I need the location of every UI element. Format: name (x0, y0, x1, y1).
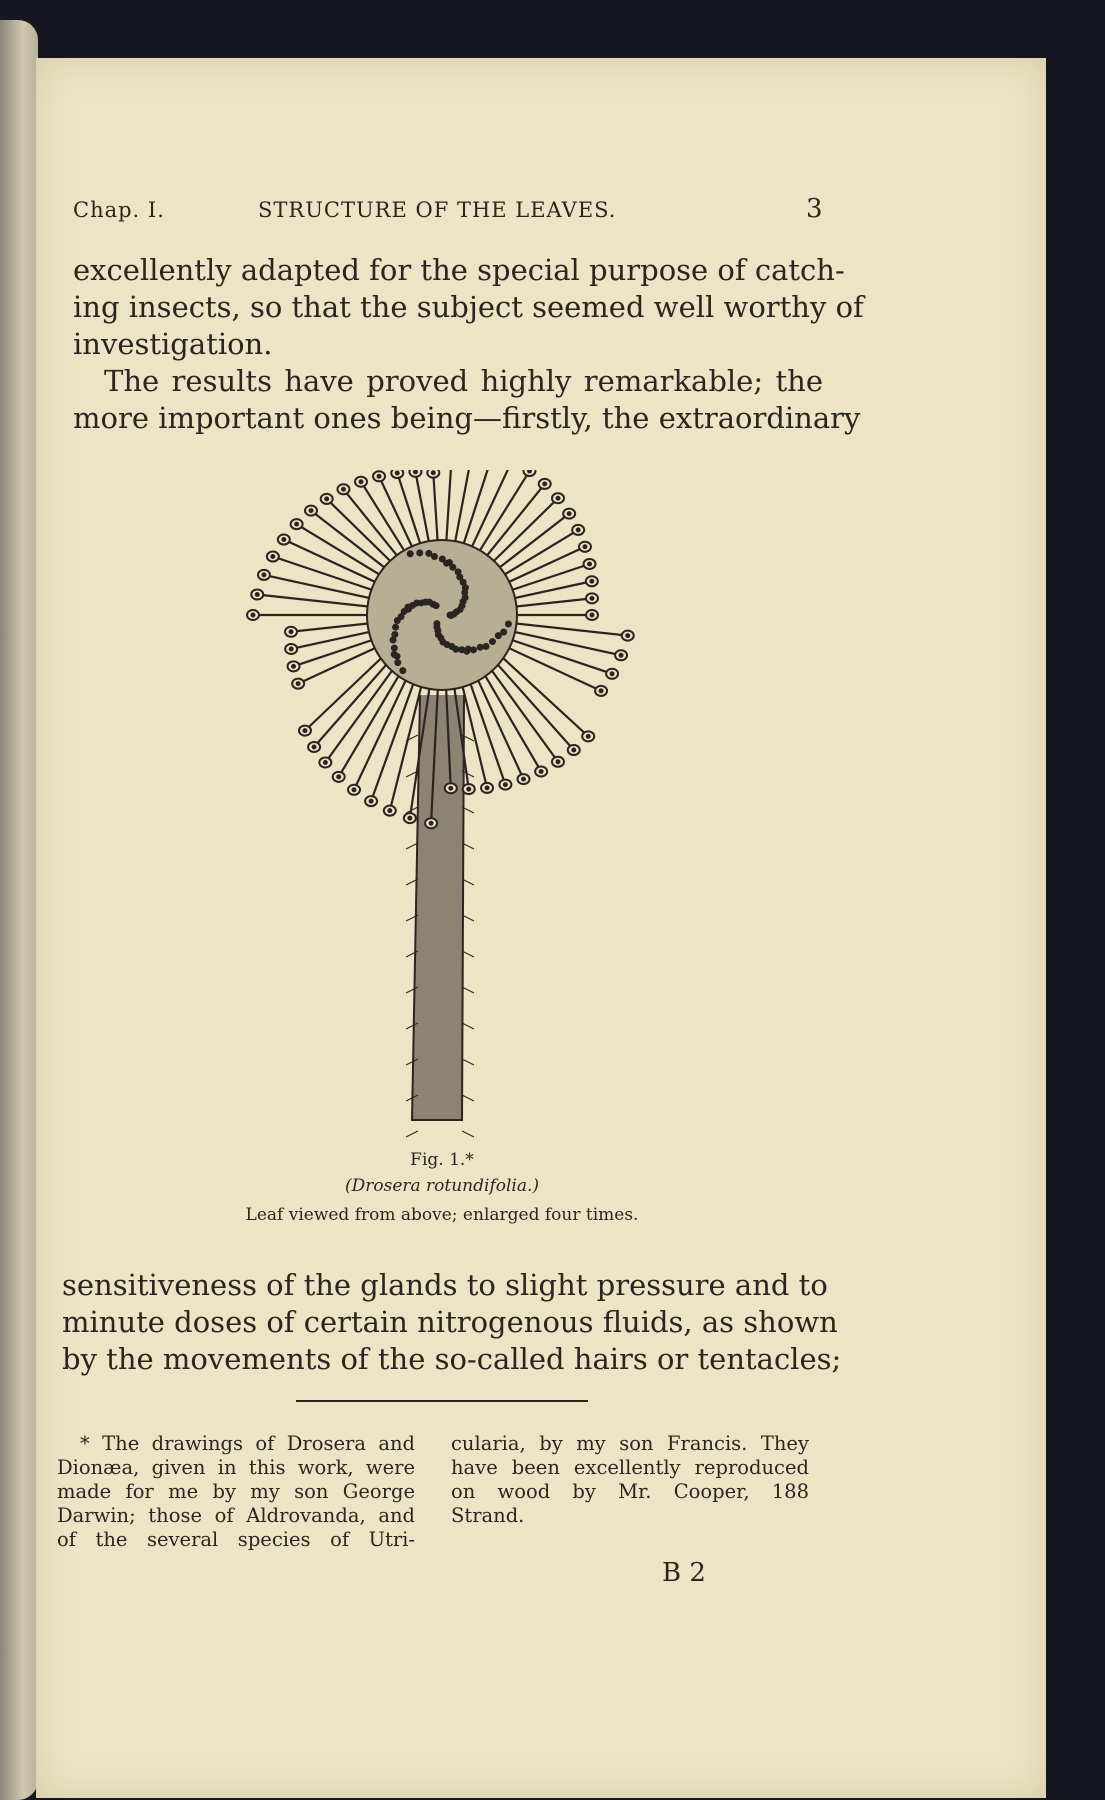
footnote-line: Darwin; those of Aldrovanda, and (57, 1504, 415, 1527)
body-line: investigation. (73, 327, 273, 361)
body-line: by the movements of the so-called hairs or tentacles; (62, 1342, 842, 1376)
running-head-title: STRUCTURE OF THE LEAVES. (258, 198, 617, 222)
footnote-line: on wood by Mr. Cooper, 188 (451, 1480, 809, 1503)
footnote-line: cularia, by my son Francis. They (451, 1432, 809, 1455)
figure-label: Fig. 1.* (410, 1150, 474, 1170)
footnote-rule (296, 1400, 588, 1402)
figure-species: (Drosera rotundifolia.) (344, 1176, 540, 1196)
footnote-line: Dionæa, given in this work, were (57, 1456, 415, 1479)
signature-mark: B 2 (662, 1558, 706, 1588)
footnote-line: of the several species of Utri- (57, 1528, 415, 1551)
body-line: The results have proved highly remarkable; the (104, 364, 823, 398)
footnote-line: Strand. (451, 1504, 525, 1527)
adjacent-page-edge (0, 20, 38, 1800)
footnote-line: made for me by my son George (57, 1480, 415, 1503)
figure-description: Leaf viewed from above; enlarged four times. (245, 1205, 639, 1225)
body-line: excellently adapted for the special purpose of catch- (73, 253, 845, 287)
body-line: more important ones being—firstly, the extraordinary (73, 401, 861, 435)
page-number: 3 (806, 194, 824, 224)
running-head-chapter: Chap. I. (73, 198, 165, 222)
footnote-line: have been excellently reproduced (451, 1456, 809, 1479)
body-line: sensitiveness of the glands to slight pressure and to (62, 1268, 828, 1302)
footnote-line: * The drawings of Drosera and (80, 1432, 415, 1455)
body-line: ing insects, so that the subject seemed well worthy of (73, 290, 864, 324)
body-line: minute doses of certain nitrogenous fluids, as shown (62, 1305, 838, 1339)
drosera-leaf-illustration (200, 470, 680, 1150)
